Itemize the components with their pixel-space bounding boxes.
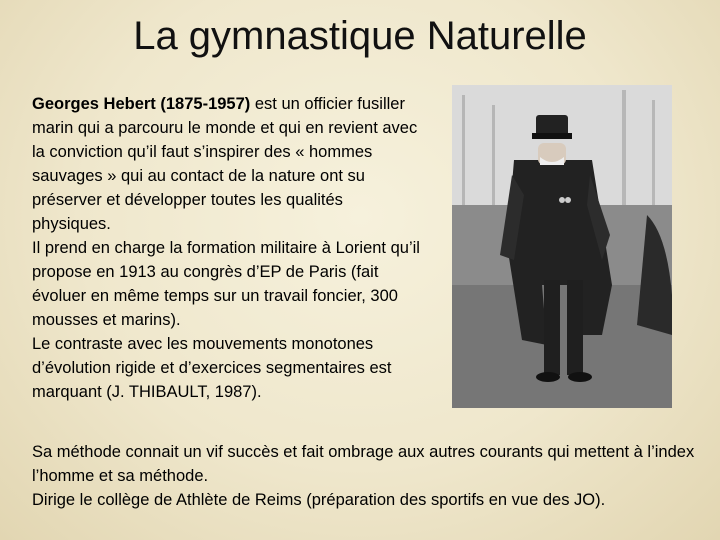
paragraph-contrast: Le contraste avec les mouvements monotones d’évolution rigide et d’exercices segmentaires est marquant (J. THIBAULT, 1987). <box>32 335 392 401</box>
body-text <box>32 92 422 404</box>
person-name: Georges Hebert (1875-1957) <box>32 95 251 113</box>
overflow-text <box>32 440 720 512</box>
slide-title: La gymnastique Naturelle <box>133 14 587 58</box>
officer-photo-illustration <box>452 85 672 408</box>
paragraph-reims: Dirige le collège de Athlète de Reims (préparation des sportifs en vue des JO). <box>32 491 606 509</box>
portrait-photo <box>452 85 672 408</box>
intro-paragraph <box>32 92 422 236</box>
paragraph-lorient: Il prend en charge la formation militaire à Lorient qu’il propose en 1913 au congrès d’EP de Paris (fait évoluer en même temps sur un travail foncier, 300 mousses et marins). <box>32 239 420 329</box>
intro-text: est un officier fusiller marin qui a parcouru le monde et qui en revient avec la conviction qu’il faut s’inspirer des « hommes sauvages » qui au contact de la nature ont su préserver et développer toutes les qualités physiques. <box>32 95 418 233</box>
paragraph-success: Sa méthode connait un vif succès et fait ombrage aux autres courants qui mettent à l’index l’homme et sa méthode. <box>32 443 695 485</box>
